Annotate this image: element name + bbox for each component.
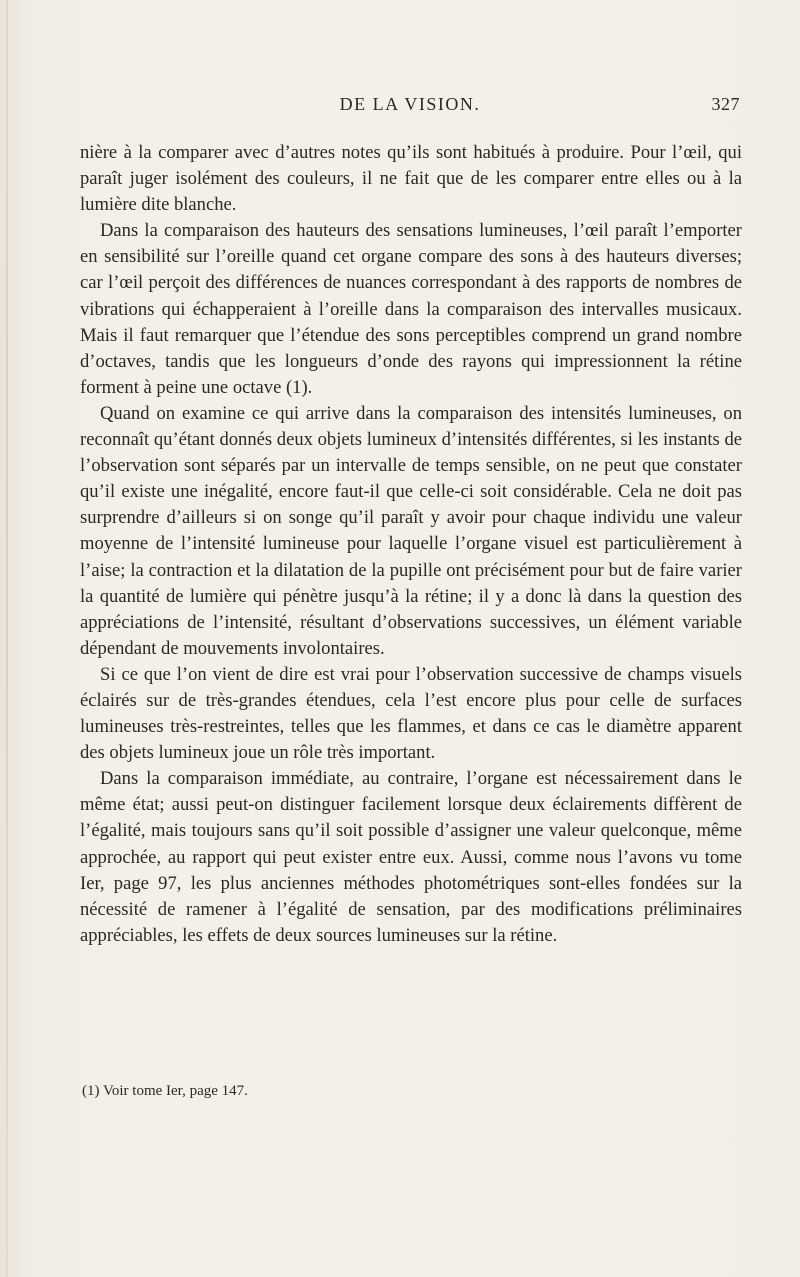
paragraph-1: nière à la comparer avec d’autres notes qu’ils sont habitués à produire. Pour l’œil, qui paraît juger isolément des couleurs, il ne fait que de les comparer entre elles ou à la lumière dite blanche. [80, 142, 742, 216]
paragraph-4: Si ce que l’on vient de dire est vrai pour l’observation successive de champs visuels éclairés sur de très-grandes étendues, cela l’est encore plus pour celle de surfaces lumineuses très-restreintes, telles que les flammes, et dans ce cas le diamètre apparent des objets lumineux joue un rôle très important. [80, 663, 742, 764]
paragraph-2: Dans la comparaison des hauteurs des sensations lumineuses, l’œil paraît l’emporter en sensibilité sur l’oreille quand cet organe compare des sons à des hauteurs diverses; car l’œil perçoit des différences de nuances correspondant à des rapports de nombres de vibrations qui échapperaient à l’oreille dans la comparaison des intervalles musicaux. Mais il faut remarquer que l’étendue des sons perceptibles comprend un grand nombre d’octaves, tandis que les longueurs d’onde des rayons qui impressionnent la rétine forment à peine une octave (1). [80, 220, 742, 398]
body-text [80, 140, 742, 949]
binding-gutter [6, 0, 8, 1277]
page-number: 327 [711, 94, 740, 114]
running-title: DE LA VISION. [339, 94, 481, 114]
footnote: (1) Voir tome Ier, page 147. [82, 1083, 248, 1099]
paragraph-3: Quand on examine ce qui arrive dans la comparaison des intensités lumineuses, on reconnaît qu’étant donnés deux objets lumineux d’intensités différentes, si les instants de l’observation sont séparés par un intervalle de temps sensible, on ne peut que constater qu’il existe une inégalité, encore faut-il que celle-ci soit considérable. Cela ne doit pas surprendre d’ailleurs si on songe qu’il paraît y avoir pour chaque individu une valeur moyenne de l’intensité lumineuse pour laquelle l’organe visuel est particulièrement à l’aise; la contraction et la dilatation de la pupille ont précisément pour but de faire varier la quantité de lumière qui pénètre jusqu’à la rétine; il y a donc là dans la question des appréciations de l’intensité, résultant d’observations successives, un élément variable dépendant de mouvements involontaires. [80, 402, 742, 659]
page-header [80, 94, 740, 124]
paragraph-5: Dans la comparaison immédiate, au contraire, l’organe est nécessairement dans le même état; aussi peut-on distinguer facilement lorsque deux éclairements diffèrent de l’égalité, mais toujours sans qu’il soit possible d’assigner une valeur quelconque, même approchée, au rapport qui peut exister entre eux. Aussi, comme nous l’avons vu tome Ier, page 97, les plus anciennes méthodes photométriques sont-elles fondées sur la nécessité de ramener à l’égalité de sensation, par des modifications préliminaires appréciables, les effets de deux sources lumineuses sur la rétine. [80, 768, 742, 946]
